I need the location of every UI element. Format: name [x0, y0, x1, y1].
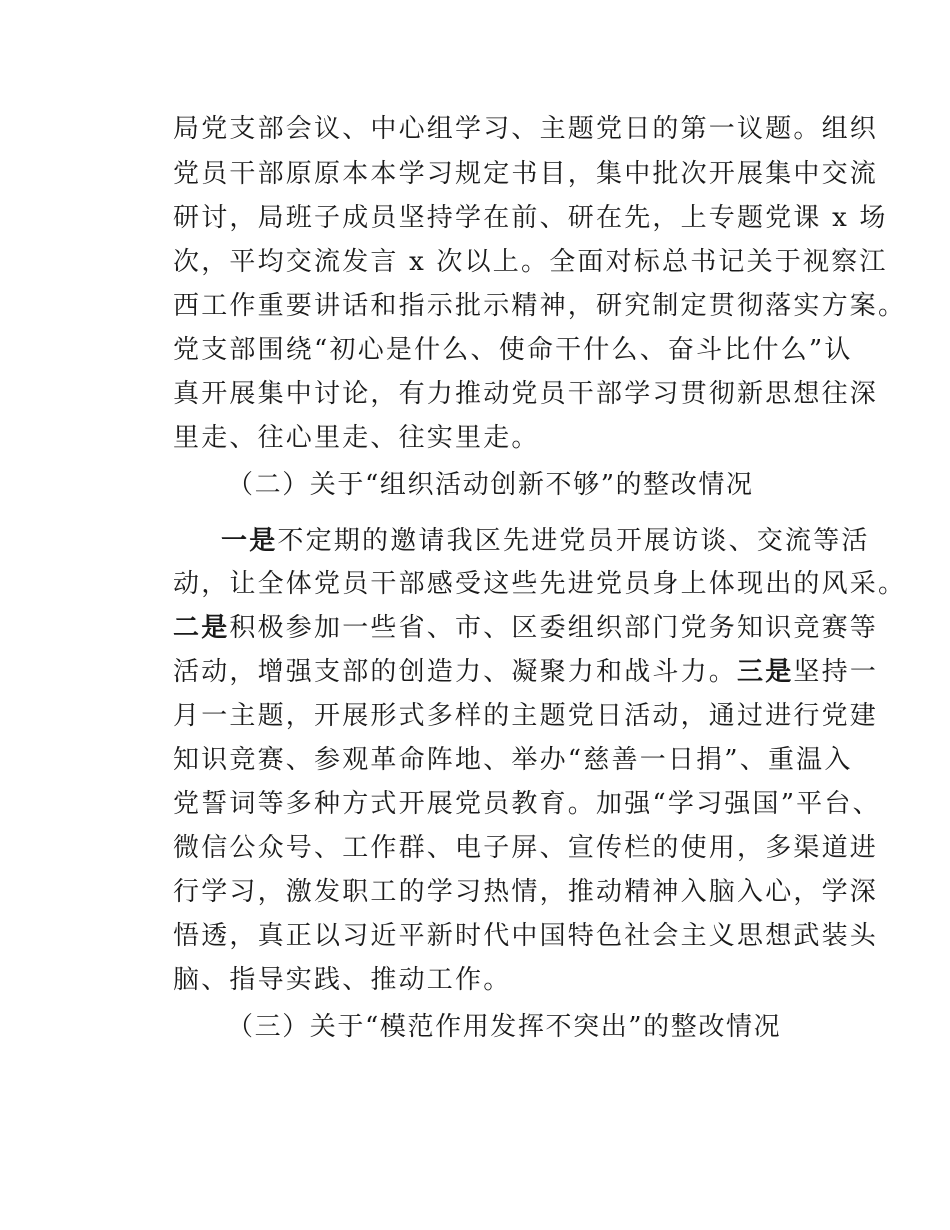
paragraph-line: 研讨，局班子成员坚持学在前、研在先，上专题党课 x 场	[173, 203, 888, 233]
paragraph-line: 知识竞赛、参观革命阵地、举办“慈善一日捐”、重温入	[173, 745, 853, 775]
line-text: 坚持一	[793, 657, 879, 687]
paragraph-line: 次，平均交流发言 x 次以上。全面对标总书记关于视察江	[173, 247, 888, 277]
paragraph-line: 动，让全体党员干部感受这些先进党员身上体现出的风采。	[173, 569, 907, 599]
bold-lead: 一是	[221, 526, 278, 556]
paragraph-line: 党誓词等多种方式开展党员教育。加强“学习强国”平台、	[173, 789, 881, 819]
paragraph-line: 党支部围绕“初心是什么、使命干什么、奋斗比什么”认	[173, 335, 853, 365]
section-heading: （二）关于“组织活动创新不够”的整改情况	[227, 470, 754, 500]
paragraph-line: 微信公众号、工作群、电子屏、宣传栏的使用，多渠道进	[173, 833, 879, 863]
paragraph-line: 悟透，真正以习近平新时代中国特色社会主义思想武装头	[173, 921, 879, 951]
bold-lead: 三是	[737, 657, 794, 687]
line-text: 积极参加一些省、市、区委组织部门党务知识竞赛等	[229, 613, 879, 643]
paragraph-line: 西工作重要讲话和指示批示精神，研究制定贯彻落实方案。	[173, 291, 907, 321]
paragraph-line: 脑、指导实践、推动工作。	[173, 965, 512, 995]
paragraph-line: 里走、往心里走、往实里走。	[173, 423, 540, 453]
line-text: 不定期的邀请我区先进党员开展访谈、交流等活	[277, 526, 870, 556]
line-text: 活动，增强支部的创造力、凝聚力和战斗力。	[173, 657, 738, 687]
paragraph-line: 真开展集中讨论，有力推动党员干部学习贯彻新思想往深	[173, 379, 879, 409]
paragraph-line: 党员干部原原本本学习规定书目，集中批次开展集中交流	[173, 159, 879, 189]
paragraph-line: 月一主题，开展形式多样的主题党日活动，通过进行党建	[173, 701, 879, 731]
paragraph-line: 行学习，激发职工的学习热情，推动精神入脑入心，学深	[173, 877, 879, 907]
paragraph-line	[173, 611, 879, 645]
paragraph-line: 局党支部会议、中心组学习、主题党日的第一议题。组织	[173, 114, 879, 144]
bold-lead: 二是	[173, 613, 230, 643]
paragraph-line	[173, 655, 879, 689]
section-heading: （三）关于“模范作用发挥不突出”的整改情况	[227, 1012, 782, 1042]
paragraph-line	[221, 524, 870, 558]
